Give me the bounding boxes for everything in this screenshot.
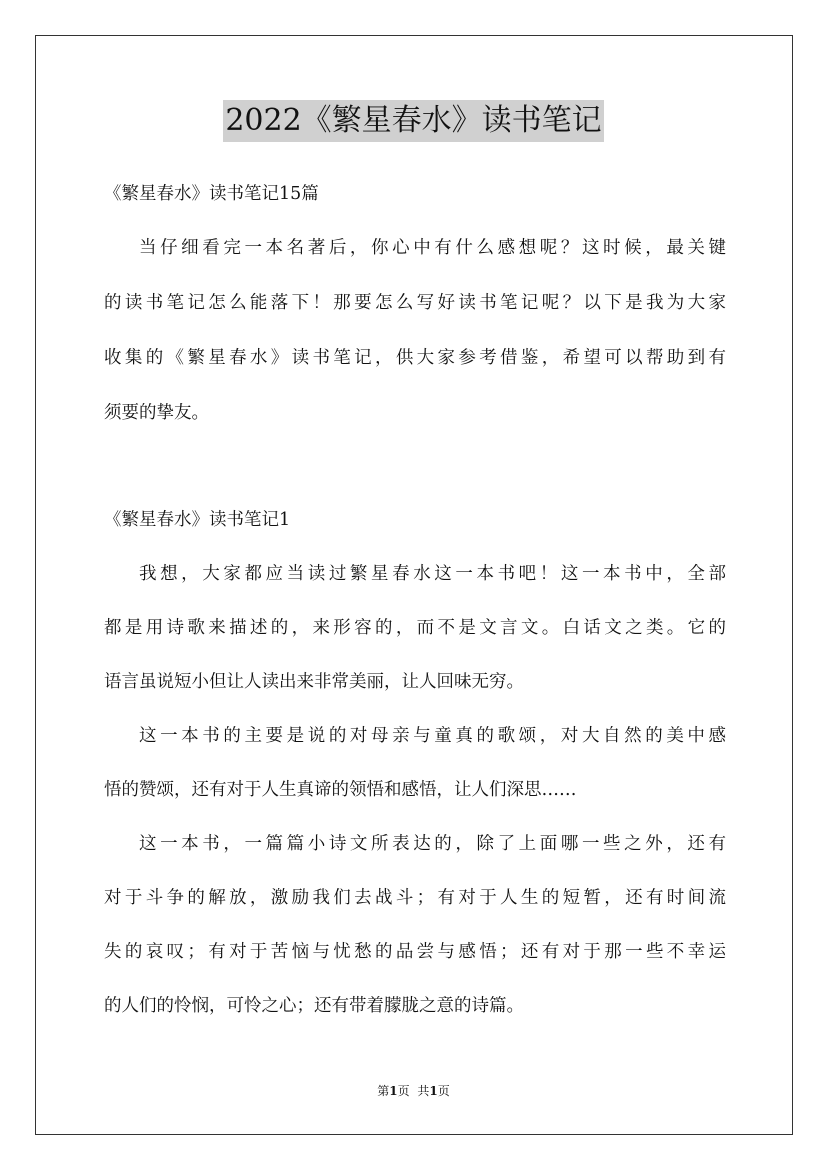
text-line: 的读书笔记怎么能落下！那要怎么写好读书笔记呢？以下是我为大家 <box>104 293 726 313</box>
text-line: 语言虽说短小但让人读出来非常美丽，让人回味无穷。 <box>104 672 524 692</box>
title-container <box>0 100 827 142</box>
paragraph-2 <box>104 718 726 808</box>
page-prefix: 第 <box>377 1084 390 1098</box>
document-title: 2022《繁星春水》读书笔记 <box>223 100 603 142</box>
text-line: 当仔细看完一本名著后，你心中有什么感想呢？这时候，最关键 <box>139 238 726 258</box>
page-unit: 页 <box>397 1084 410 1098</box>
text-line: 须要的挚友。 <box>104 403 209 423</box>
text-line: 收集的《繁星春水》读书笔记，供大家参考借鉴，希望可以帮助到有 <box>104 348 726 368</box>
text-line: 失的哀叹；有对于苦恼与忧愁的品尝与感悟；还有对于那一些不幸运 <box>104 942 726 962</box>
page-footer <box>0 1082 827 1100</box>
total-unit: 页 <box>437 1084 450 1098</box>
intro-paragraph <box>104 230 726 431</box>
text-line: 这一本书的主要是说的对母亲与童真的歌颂，对大自然的美中感 <box>139 726 726 746</box>
text-line: 对于斗争的解放，激励我们去战斗；有对于人生的短暂，还有时间流 <box>104 888 726 908</box>
paragraph-3 <box>104 826 726 1024</box>
section-heading: 《繁星春水》读书笔记1 <box>104 510 291 530</box>
document-subtitle: 《繁星春水》读书笔记15篇 <box>104 184 319 204</box>
document-body <box>104 176 726 1024</box>
text-line: 这一本书，一篇篇小诗文所表达的，除了上面哪一些之外，还有 <box>139 834 726 854</box>
page-number: 1 <box>389 1084 398 1098</box>
text-line: 我想，大家都应当读过繁星春水这一本书吧！这一本书中，全部 <box>139 564 726 584</box>
total-pages: 1 <box>429 1084 438 1098</box>
text-line: 悟的赞颂，还有对于人生真谛的领悟和感悟，让人们深思…… <box>104 780 577 800</box>
text-line: 都是用诗歌来描述的，来形容的，而不是文言文。白话文之类。它的 <box>104 618 726 638</box>
text-line: 的人们的怜悯，可怜之心；还有带着朦胧之意的诗篇。 <box>104 996 524 1016</box>
total-prefix: 共 <box>417 1084 430 1098</box>
paragraph-1 <box>104 556 726 700</box>
